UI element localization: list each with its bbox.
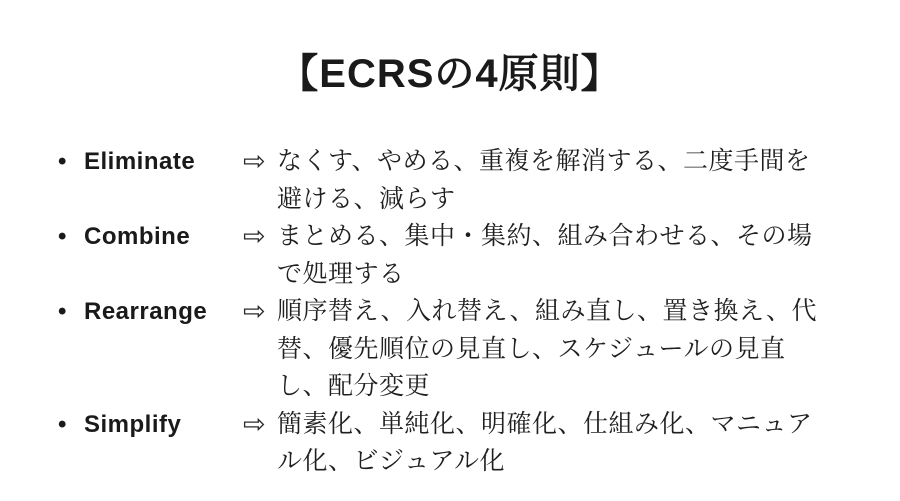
bullet-icon: • — [58, 223, 67, 250]
description-rearrange — [277, 293, 870, 406]
bullet-icon: • — [58, 298, 67, 325]
description-line: なくす、やめる、重複を解消する、二度手間を — [277, 147, 811, 175]
arrow-right-icon: ⇨ — [243, 146, 266, 176]
bullet-list — [58, 143, 870, 481]
term-combine: Combine — [84, 223, 191, 250]
description-simplify — [277, 406, 870, 481]
description-line: まとめる、集中・集約、組み合わせる、その場 — [277, 222, 813, 250]
description-line: 簡素化、単純化、明確化、仕組み化、マニュア — [277, 409, 813, 438]
term-rearrange: Rearrange — [84, 298, 208, 325]
arrow-right-icon: ⇨ — [243, 296, 266, 326]
term-eliminate: Eliminate — [84, 148, 196, 175]
description-line: し、配分変更 — [277, 372, 431, 400]
description-line: 替、優先順位の見直し、スケジュールの見直 — [277, 334, 786, 363]
arrow-right-icon: ⇨ — [243, 408, 266, 439]
description-line: 避ける、減らす — [277, 184, 456, 213]
bullet-icon: • — [58, 410, 67, 438]
description-line: で処理する — [277, 259, 405, 288]
description-eliminate — [277, 143, 870, 218]
arrow-right-icon: ⇨ — [243, 221, 266, 251]
bullet-icon: • — [58, 148, 67, 175]
list-item-simplify — [58, 406, 870, 481]
description-line: 順序替え、入れ替え、組み直し、置き換え、代 — [277, 297, 818, 325]
list-item-rearrange — [58, 293, 870, 406]
term-simplify: Simplify — [84, 410, 182, 438]
list-item-combine — [58, 218, 870, 293]
page-title: 【ECRSの4原則】 — [278, 52, 622, 96]
description-combine — [277, 218, 870, 293]
list-item-eliminate — [58, 143, 870, 218]
description-line: ル化、ビジュアル化 — [277, 447, 506, 475]
